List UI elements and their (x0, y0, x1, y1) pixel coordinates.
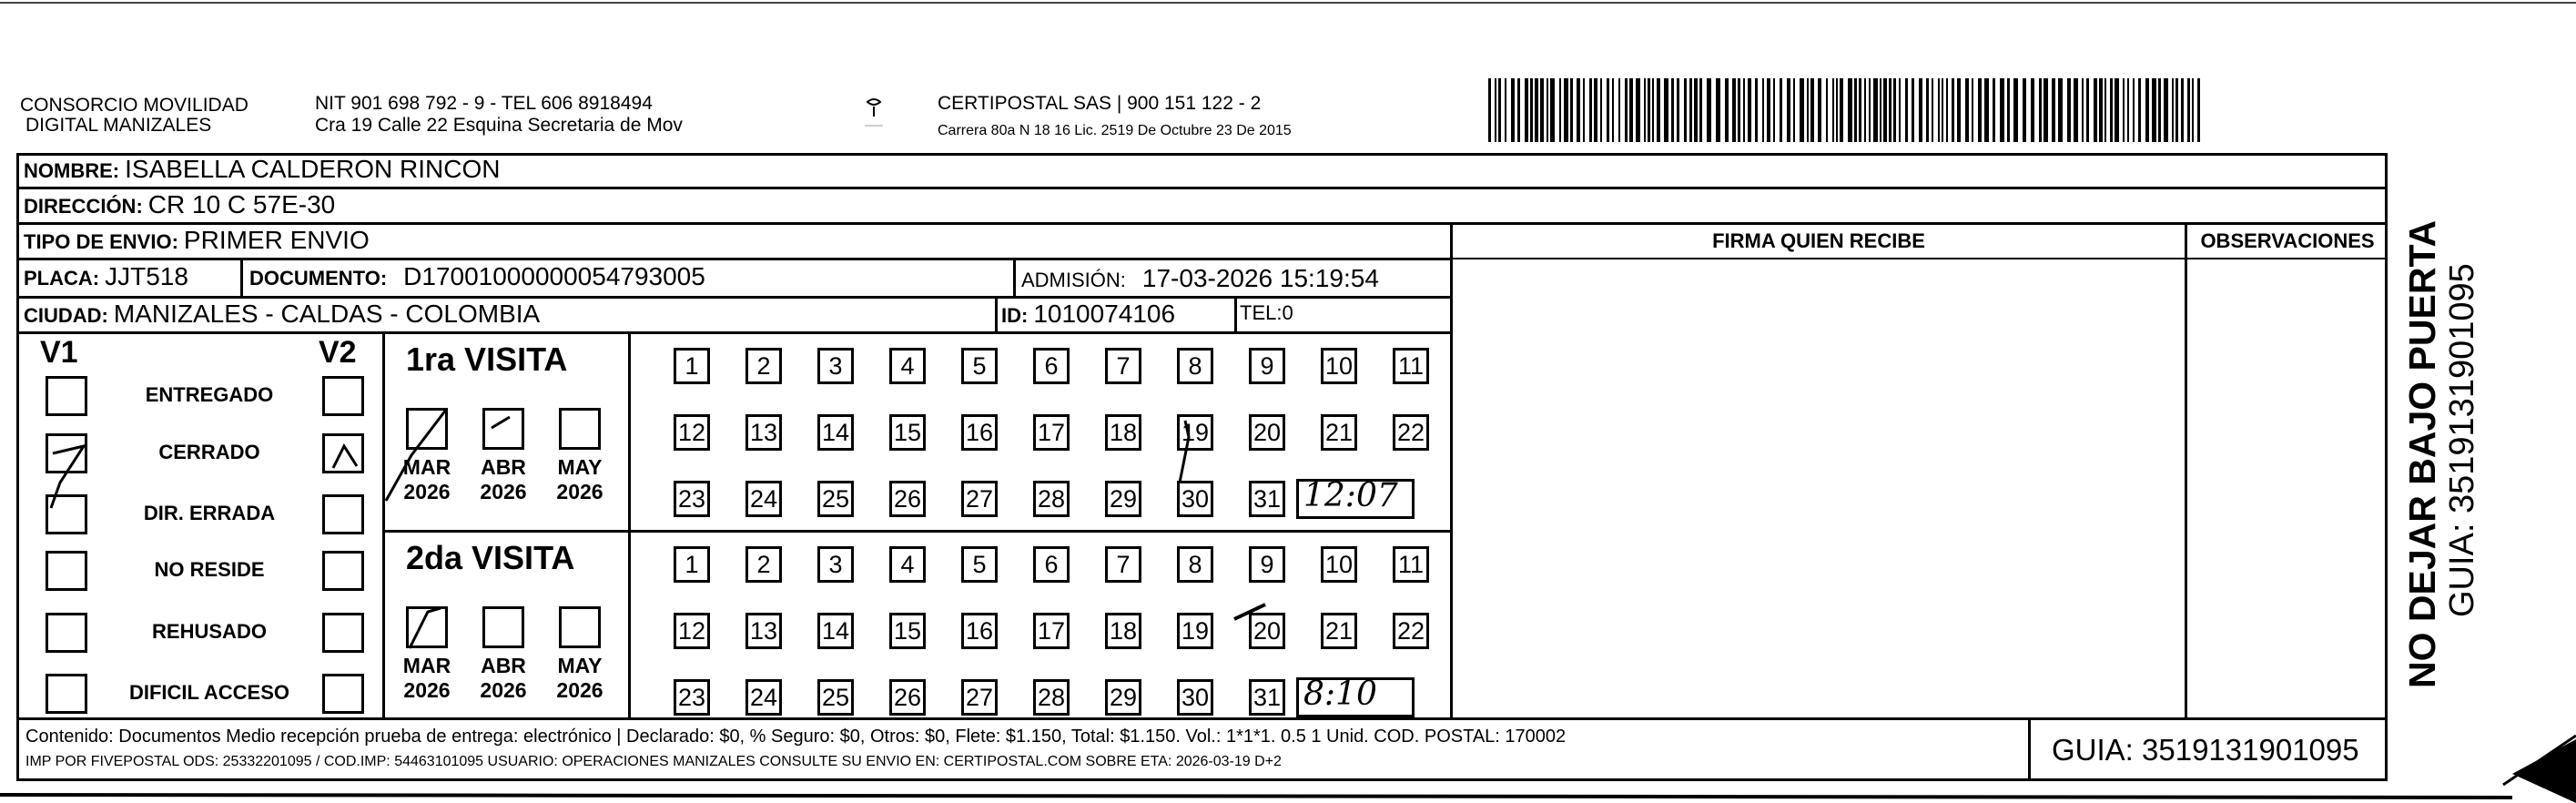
day-box[interactable]: 6 (1033, 348, 1070, 384)
tipo-envio-label: TIPO DE ENVIO: (24, 230, 178, 253)
admision-label: ADMISIÓN: (1021, 269, 1126, 291)
day-box[interactable]: 1 (674, 348, 710, 384)
month-year-label: 2026 (480, 678, 527, 702)
day-box[interactable]: 19 (1177, 613, 1213, 649)
documento-label: DOCUMENTO: (249, 267, 388, 290)
month-year-label: 2026 (556, 678, 603, 702)
day-box[interactable]: 30 (1177, 481, 1213, 517)
day-box[interactable]: 30 (1177, 679, 1213, 716)
day-box[interactable]: 23 (674, 679, 710, 716)
day-box[interactable]: 25 (817, 481, 854, 517)
day-box[interactable]: 29 (1105, 481, 1141, 517)
v2-label: V2 (319, 335, 357, 370)
day-box[interactable]: 24 (745, 679, 782, 716)
day-box[interactable]: 15 (889, 613, 926, 649)
direccion-label: DIRECCIÓN: (24, 195, 143, 218)
day-box[interactable]: 10 (1321, 546, 1357, 583)
firma-header: FIRMA QUIEN RECIBE (1712, 229, 1925, 252)
nit-line: NIT 901 698 792 - 9 - TEL 606 8918494 (315, 93, 653, 114)
day-box[interactable]: 3 (817, 348, 854, 384)
day-box[interactable]: 14 (817, 613, 854, 649)
visit-title: 2da VISITA (406, 539, 575, 576)
month-year-label: 2026 (480, 480, 527, 503)
day-box[interactable]: 7 (1105, 546, 1141, 583)
visit-title: 1ra VISITA (406, 341, 568, 378)
day-box[interactable]: 9 (1249, 348, 1285, 384)
carrier-line2: Carrera 80a N 18 16 Lic. 2519 De Octubre 23 De 2015 (938, 123, 1292, 138)
company-name-line1: CONSORCIO MOVILIDAD (20, 95, 248, 116)
day-box[interactable]: 18 (1105, 613, 1141, 649)
day-box[interactable]: 22 (1393, 613, 1429, 649)
placa-label: PLACA: (24, 267, 100, 290)
day-box[interactable]: 23 (674, 481, 710, 517)
month-year-label: 2026 (403, 678, 451, 702)
day-box[interactable]: 31 (1249, 679, 1285, 716)
day-box[interactable]: 26 (889, 481, 926, 517)
day-box[interactable]: 2 (745, 348, 782, 384)
day-box[interactable]: 9 (1249, 546, 1285, 583)
day-box[interactable]: 22 (1393, 414, 1429, 451)
day-box[interactable]: 20 (1249, 613, 1285, 649)
direccion-value: CR 10 C 57E-30 (147, 190, 336, 219)
tipo-envio-value: PRIMER ENVIO (183, 226, 370, 254)
status-reason-label: DIR. ERRADA (143, 502, 276, 524)
day-box[interactable]: 27 (961, 679, 998, 716)
month-year-label: 2026 (556, 480, 603, 503)
v1-label: V1 (40, 335, 78, 370)
id-label: ID: (1001, 304, 1029, 327)
observaciones-header: OBSERVACIONES (2200, 229, 2375, 252)
day-box[interactable]: 11 (1393, 546, 1429, 583)
day-box[interactable]: 4 (889, 546, 926, 583)
day-box[interactable]: 8 (1177, 546, 1213, 583)
nombre-label: NOMBRE: (24, 159, 120, 182)
company-name-line2: DIGITAL MANIZALES (25, 115, 212, 136)
day-box[interactable]: 17 (1033, 613, 1070, 649)
guia-footer: GUIA: 3519131901095 (2052, 733, 2359, 767)
day-box[interactable]: 12 (674, 613, 710, 649)
day-box[interactable]: 24 (745, 481, 782, 517)
imp-text: IMP POR FIVEPOSTAL ODS: 25332201095 / COD.IMP: 54463101095 USUARIO: OPERACIONES MANIZALES CONSULTE SU ENVIO EN: CERTIPOSTAL.COM SOBRE ETA: 2026-03-19 D+2 (25, 754, 1282, 769)
month-label: MAY (557, 654, 603, 677)
address-line: Cra 19 Calle 22 Esquina Secretaria de Mov (315, 115, 683, 136)
status-reason-label: CERRADO (158, 441, 260, 463)
day-box[interactable]: 15 (889, 414, 926, 451)
month-label: ABR (481, 455, 526, 479)
month-label: MAR (402, 455, 451, 479)
day-box[interactable]: 18 (1105, 414, 1141, 451)
day-box[interactable]: 11 (1393, 348, 1429, 384)
day-box[interactable]: 12 (674, 414, 710, 451)
day-box[interactable]: 7 (1105, 348, 1141, 384)
day-box[interactable]: 1 (674, 546, 710, 583)
day-box[interactable]: 16 (961, 613, 998, 649)
id-value: 1010074106 (1033, 300, 1176, 328)
day-box[interactable]: 5 (961, 348, 998, 384)
no-dejar-warning: NO DEJAR BAJO PUERTA (2401, 219, 2443, 688)
day-box[interactable]: 5 (961, 546, 998, 583)
day-box[interactable]: 28 (1033, 481, 1070, 517)
handwritten-time: 12:07 (1303, 477, 1398, 514)
handwritten-time: 8:10 (1303, 676, 1377, 713)
tel-label: TEL: (1240, 301, 1283, 324)
day-box[interactable]: 21 (1321, 613, 1357, 649)
day-box[interactable]: 8 (1177, 348, 1213, 384)
guia-side: GUIA: 3519131901095 (2443, 263, 2481, 617)
status-reason-label: NO RESIDE (154, 558, 265, 581)
ciudad-value: MANIZALES - CALDAS - COLOMBIA (113, 300, 541, 328)
status-reason-label: DIFICIL ACCESO (128, 681, 289, 704)
nombre-value: ISABELLA CALDERON RINCON (125, 155, 501, 183)
day-box[interactable]: 2 (745, 546, 782, 583)
day-box[interactable]: 6 (1033, 546, 1070, 583)
day-box[interactable]: 4 (889, 348, 926, 384)
tel-value: 0 (1282, 301, 1293, 324)
status-reason-label: ENTREGADO (145, 383, 274, 406)
ciudad-label: CIUDAD: (24, 304, 108, 327)
day-box[interactable]: 21 (1321, 414, 1357, 451)
day-box[interactable]: 20 (1249, 414, 1285, 451)
status-reason-label: REHUSADO (152, 620, 267, 643)
month-label: MAR (402, 654, 451, 677)
day-box[interactable]: 26 (889, 679, 926, 716)
admision-value: 17-03-2026 15:19:54 (1141, 264, 1379, 292)
day-box[interactable]: 3 (817, 546, 854, 583)
month-year-label: 2026 (403, 480, 451, 503)
day-box[interactable]: 27 (961, 481, 998, 517)
day-box[interactable]: 31 (1249, 481, 1285, 517)
contenido-text: Contenido: Documentos Medio recepción prueba de entrega: electrónico | Declarado: $0, % Seguro: $0, Otros: $0, Flete: $1.150, Total: $1.150. Vol.: 1*1*1. 0.5 1 Unid. COD. POSTAL: 170002 (25, 727, 1567, 747)
month-label: ABR (481, 654, 526, 677)
day-box[interactable]: 16 (961, 414, 998, 451)
documento-value: D17001000000054793005 (403, 262, 705, 290)
day-box[interactable]: 29 (1105, 679, 1141, 716)
day-box[interactable]: 13 (745, 414, 782, 451)
day-box[interactable]: 10 (1321, 348, 1357, 384)
day-box[interactable]: 13 (745, 613, 782, 649)
day-box[interactable]: 25 (817, 679, 854, 716)
month-label: MAY (557, 455, 603, 479)
day-box[interactable]: 28 (1033, 679, 1070, 716)
placa-value: JJT518 (105, 262, 188, 290)
day-box[interactable]: 14 (817, 414, 854, 451)
day-box[interactable]: 19 (1177, 414, 1213, 451)
day-box[interactable]: 17 (1033, 414, 1070, 451)
carrier-line1: CERTIPOSTAL SAS | 900 151 122 - 2 (938, 93, 1262, 114)
